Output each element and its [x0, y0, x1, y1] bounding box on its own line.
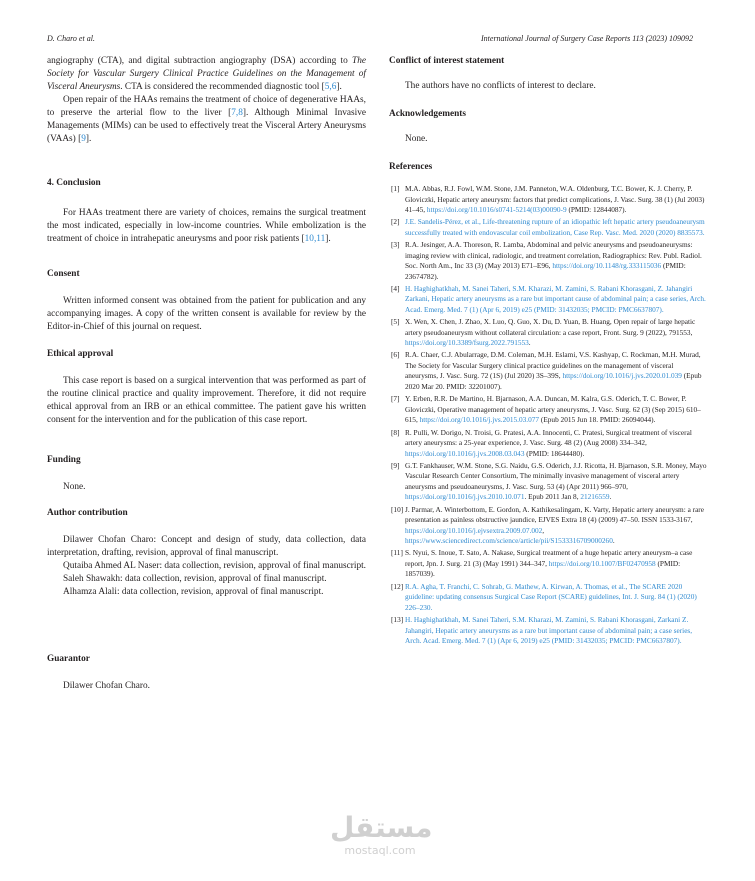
reference-text: (Epub 2015 Jun 18. PMID: 26094044). [539, 415, 656, 425]
reference-text: . Epub 2011 Jan 8, [524, 492, 581, 502]
paragraph: Dilawer Chofan Charo. [63, 681, 151, 691]
running-header-authors: D. Charo et al. [47, 34, 95, 43]
reference-text: S. Nyui, S. Inoue, T. Sato, A. Nakase, Surgical treatment of a huge hepatic artery aneurysm–a case report, Jpn. J. Surg. 21 (3) (May 1991) 344–347, [405, 548, 693, 568]
reference-text: . [612, 536, 615, 546]
paragraph: Written informed consent was obtained from the patient for publication and any accompanying images. A copy of the written consent is available for review by the Editor-in-Chief of this journal on request. [47, 296, 366, 332]
paragraph: This case report is based on a surgical intervention that was performed as part of the routine clinical practice and quality improvement. Therefore, it did not require ethical approval from an IRB or an ethical committee. The patient gave his written consent for the intervention and for the publication of this case report. [47, 376, 366, 425]
reference-item [389, 217, 708, 238]
reference-text: R.A. Jesinger, A.A. Thoreson, R. Lamba, Abdominal and pelvic aneurysms and pseudoaneurysms: imaging review with clinical, radiologic, and treatment correlation, Radiographics: Rev. Publ. Radiol. Soc. North Am., Inc 33 (3) (May 2013) E71–E96, [405, 240, 702, 271]
section-heading: References [389, 162, 433, 172]
reference-text: R.A. Chaer, C.J. Abularrage, D.M. Coleman, M.H. Eslami, V.S. Kashyap, C. Rockman, M.H. Murad, The Society for Vascular Surgery clinical practice guidelines on the management of visceral aneurysms, J. Vasc. Surg. 72 (1S) (Jul 2020) 3S–39S, [405, 350, 701, 381]
reference-number: [1] [391, 184, 400, 193]
reference-text: J. Parmar, A. Winterbottom, E. Gordon, A. Kathikesalingam, K. Varty, Hepatic artery aneurysm: a rare presentation as painless obstructive jaundice, EJVES Extra 18 (4) (2009) 47–50. ISSN 1533-3167, [405, 504, 704, 525]
reference-link[interactable]: https://doi.org/10.1016/j.jvs.2010.10.071 [405, 492, 525, 502]
reference-item [389, 350, 708, 392]
reference-item [389, 461, 708, 503]
discussion-continued [47, 55, 366, 146]
watermark-logo [330, 811, 433, 857]
watermark-arabic: مستقل [330, 811, 433, 844]
consent-section [47, 269, 366, 334]
text: For HAAs treatment there are variety of choices, remains the surgical treatment the most indicated, especially in low-income countries. While embolization is the treatment of choice in intrahepatic aneurysms and poor risk patients [ [47, 208, 366, 244]
reference-item [389, 394, 708, 426]
reference-link[interactable]: https://doi.org/10.1016/j.ejvsextra.2009.07.002 [405, 525, 543, 535]
reference-item [389, 240, 708, 282]
reference-link[interactable]: https://doi.org/10.1016/j.jvs.2015.03.077 [419, 415, 540, 425]
reference-link[interactable]: R.A. Agha, T. Franchi, C. Sohrab, G. Mathew, A. Kirwan, A. Thomas, et al., The SCARE 2020 guideline: updating consensus Surgical Case Report (SCARE) guidelines, Int. J. Surg. 84 (1) (2020) 226–230. [405, 581, 697, 612]
section-heading: Conflict of interest statement [389, 56, 505, 66]
reference-number: [2] [391, 217, 400, 227]
reference-item [389, 317, 708, 349]
reference-number: [9] [391, 460, 400, 470]
contribution-item: Saleh Shawakh: data collection, revision, approval of final manuscript. [63, 574, 327, 584]
right-column [389, 56, 708, 756]
author-contribution-section [47, 508, 366, 599]
reference-text: (PMID: 18644480). [524, 448, 585, 458]
paragraph: None. [405, 134, 428, 144]
guideline-title: The Society for Vascular Surgery Clinical Practice Guidelines on the Management of Visceral Aneurysms [47, 56, 366, 92]
reference-text: . [528, 338, 531, 348]
running-header-journal: International Journal of Surgery Case Reports 113 (2023) 109092 [481, 34, 693, 43]
reference-item [389, 548, 708, 580]
text: Open repair of the HAAs remains the treatment of choice of degenerative HAAs, to preserve the arterial flow to the liver [ [47, 95, 366, 118]
reference-number: [8] [391, 427, 400, 437]
reference-text: Y. Erben, R.R. De Martino, H. Bjarnason, A.A. Duncan, M. Kalra, G.S. Oderich, T. C. Bower, P. Gloviczki, Operative management of hepatic artery aneurysms, J. Vasc. Surg. 62 (3) (Sep 2015) 610–615, [405, 394, 701, 425]
reference-item [389, 582, 708, 614]
contribution-item: Dilawer Chofan Charo: Concept and design of study, data collection, data interpretation, drafting, revision, approval of final manuscript. [47, 535, 366, 558]
text: ]. [325, 234, 331, 244]
citation-link[interactable]: 7,8 [231, 108, 243, 118]
contribution-item: Alhamza Alali: data collection, revision, approval of final manuscript. [63, 587, 324, 597]
reference-number: [13] [391, 615, 404, 625]
conclusion-section [47, 178, 366, 246]
reference-number: [6] [391, 350, 400, 360]
reference-link[interactable]: https://doi.org/10.1016/j.jvs.2008.03.043 [405, 448, 525, 458]
reference-item [389, 284, 708, 316]
reference-number: [5] [391, 317, 400, 327]
acknowledgements-section [389, 109, 708, 146]
reference-link[interactable]: H. Haghighatkhah, M. Sanei Taheri, S.M. Kharazi, M. Zamini, S. Rabani Khorasgani, Zarkani Z. Jahangiri, Hepatic artery aneurysms as a rare but important cause of abdominal pain; a case series, Arch. Acad. Emerg. Med. 7 (1) (Apr 6, 2019) e25 (PMID: 31432035; PMCID: PMC6637807). [405, 615, 693, 646]
text: . CTA is considered the recommended diagnostic tool [ [120, 82, 325, 92]
reference-text: X. Wen, X. Chen, J. Zhao, X. Luo, Q. Guo, X. Du, D. Yuan, B. Huang, Open repair of large hepatic artery pseudoaneurysm without collateral circulation: a case report, Front. Surg. 9 (2022), 791553, [405, 317, 696, 337]
reference-item [389, 428, 708, 460]
paragraph [47, 207, 366, 246]
reference-link[interactable]: https://doi.org/10.1016/s0741-5214(03)00090-9 [426, 205, 567, 214]
reference-text: R. Pulli, W. Dorigo, N. Troisi, G. Pratesi, A.A. Innocenti, C. Pratesi, Surgical treatment of visceral artery aneurysms: a 25-year experience, J. Vasc. Surg. 48 (2) (Aug 2008) 334–342, [405, 427, 692, 448]
text: ]. [336, 82, 342, 92]
paragraph [47, 94, 366, 146]
reference-link[interactable]: https://www.sciencedirect.com/science/article/pii/S1533316709000260 [405, 536, 613, 546]
section-heading: Guarantor [47, 654, 90, 664]
contribution-item: Qutaiba Ahmed AL Naser: data collection, revision, approval of final manuscript. [63, 561, 367, 571]
paragraph: None. [63, 482, 86, 492]
reference-number: [11] [391, 548, 403, 558]
section-heading: Ethical approval [47, 349, 114, 359]
funding-section [47, 455, 366, 494]
reference-number: [7] [391, 394, 400, 404]
section-heading: Acknowledgements [389, 109, 466, 119]
reference-text: (PMID: 12844087). [566, 205, 627, 214]
citation-link[interactable]: 5,6 [324, 82, 337, 92]
conflict-section [389, 56, 708, 93]
paragraph [47, 55, 366, 94]
reference-text: G.T. Fankhauser, W.M. Stone, S.G. Naidu, G.S. Oderich, J.J. Ricotta, H. Bjarnason, S.R. Money, Mayo Vascular Research Center Consortium, The minimally invasive management of visceral artery aneurysms and pseudoaneurysms, J. Vasc. Surg. 53 (4) (Apr 2011) 966–970, [405, 460, 707, 491]
guarantor-section [47, 654, 366, 693]
reference-number: [3] [391, 240, 400, 250]
paragraph: The authors have no conflicts of interest to declare. [405, 81, 596, 91]
reference-text: (PMID: 1857039). [405, 558, 681, 579]
reference-text: . [609, 492, 612, 502]
reference-text: M.A. Abbas, R.J. Fowl, W.M. Stone, J.M. Panneton, W.A. Oldenburg, T.C. Bower, K. J. Cherry, P. Gloviczki, Hepatic artery aneurysm: factors that predict complications, J. Vasc. Surg. 38 (1) (Jul 2003) 41–45, [405, 184, 705, 214]
reference-number: [12] [391, 581, 404, 591]
watermark-latin: mostaql.com [344, 844, 416, 857]
reference-list [389, 184, 708, 647]
reference-link[interactable]: https://doi.org/10.1007/BF02470958 [548, 558, 656, 568]
reference-text: , [542, 525, 545, 535]
ethical-approval-section [47, 349, 366, 427]
text: angiography (CTA), and digital subtraction angiography (DSA) according to [47, 56, 353, 66]
reference-link[interactable]: https://doi.org/10.1148/rg.333115036 [552, 261, 662, 271]
reference-link[interactable]: https://doi.org/10.3389/fsurg.2022.791553 [405, 338, 529, 348]
text: ]. Although Minimal Invasive Managements (MIMs) can be used to effectively treat the Visceral Artery Aneurysms (VAAs) [ [47, 108, 366, 144]
reference-number: [10] [391, 504, 404, 514]
section-heading: Consent [47, 269, 80, 279]
section-heading: Author contribution [47, 508, 128, 518]
text: ]. [85, 134, 92, 144]
reference-link[interactable]: 21216559 [580, 492, 610, 502]
references-section [389, 162, 708, 648]
section-heading: 4. Conclusion [47, 178, 101, 188]
reference-item [389, 184, 708, 216]
reference-text: (Epub 2020 Mar 20. PMID: 32201007). [405, 371, 702, 391]
reference-text: (PMID: 23674782). [405, 261, 686, 281]
section-heading: Funding [47, 455, 81, 465]
reference-link[interactable]: H. Haghighatkhah, M. Sanei Taheri, S.M. Kharazi, M. Zamini, S. Rabani Khorasgani, Z. Jahangiri Zarkani, Hepatic artery aneurysms as a rare but important cause of abdominal pain; a case series, Arch. Acad. Emerg. Med. 7 (1) (Apr 6, 2019) e25 (PMID: 31432035; PMCID: PMC6637807). [405, 283, 706, 314]
reference-item [389, 615, 708, 647]
reference-link[interactable]: J.E. Sandelis-Pérez, et al., Life-threatening rupture of an idiopathic left hepatic artery pseudoaneurysm successfully treated with endovascular coil embolization, Case Rep. Vasc. Med. 2020 (2020) 8835573. [405, 217, 705, 237]
citation-link[interactable]: 9 [81, 134, 86, 144]
reference-number: [4] [391, 283, 400, 293]
reference-link[interactable]: https://doi.org/10.1016/j.jvs.2020.01.039 [562, 371, 682, 381]
citation-link[interactable]: 10,11 [304, 234, 326, 244]
reference-item [389, 505, 708, 547]
